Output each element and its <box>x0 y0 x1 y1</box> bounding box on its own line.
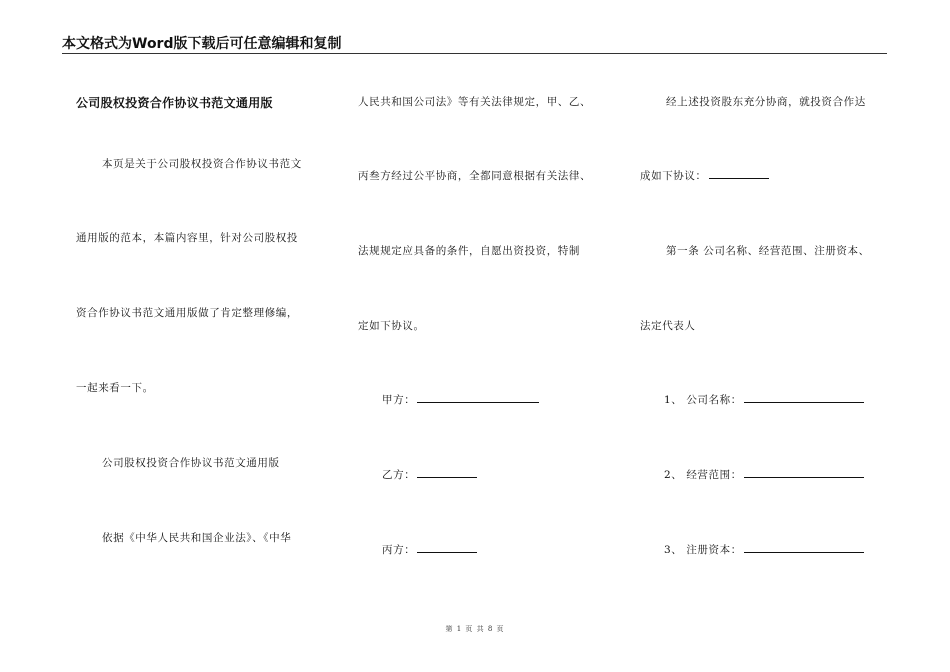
business-scope-field <box>664 467 864 482</box>
paragraph-line: 资合作协议书范文通用版做了肯定整理修编， <box>76 307 298 319</box>
party-c-field <box>382 542 477 557</box>
page-number: 第 1 页 共 8 页 <box>445 625 505 633</box>
paragraph-line: 人民共和国公司法》等有关法律规定，甲、乙、 <box>358 96 592 108</box>
party-b-label: 乙方： <box>382 469 416 481</box>
section-heading: 公司股权投资合作协议书范文通用版 <box>102 457 280 469</box>
document-title: 公司股权投资合作协议书范文通用版 <box>76 96 273 110</box>
party-a-blank[interactable] <box>417 401 539 403</box>
party-a-label: 甲方： <box>382 394 416 406</box>
paragraph-line: 定如下协议。 <box>358 320 425 332</box>
paragraph-line: 一起来看一下。 <box>76 382 154 394</box>
business-scope-blank[interactable] <box>744 476 864 478</box>
agreement-blank[interactable] <box>709 177 769 179</box>
paragraph-line: 本页是关于公司股权投资合作协议书范文 <box>102 158 302 170</box>
company-name-label: 1、 公司名称： <box>664 394 742 406</box>
registered-capital-label: 3、 注册资本： <box>664 544 742 556</box>
business-scope-label: 2、 经营范围： <box>664 469 742 481</box>
party-b-field <box>382 467 477 482</box>
party-c-label: 丙方： <box>382 544 416 556</box>
paragraph-line <box>640 168 769 183</box>
paragraph-line: 丙叁方经过公平协商，全都同意根据有关法律、 <box>358 170 592 182</box>
registered-capital-blank[interactable] <box>744 551 864 553</box>
agreement-intro: 成如下协议： <box>640 170 707 182</box>
registered-capital-field <box>664 542 864 557</box>
paragraph-line: 法规规定应具备的条件，自愿出资投资，特制 <box>358 245 580 257</box>
header-divider <box>62 53 887 54</box>
company-name-field <box>664 392 864 407</box>
company-name-blank[interactable] <box>744 401 864 403</box>
paragraph-line: 法定代表人 <box>640 320 696 332</box>
party-a-field <box>382 392 539 407</box>
paragraph-line: 经上述投资股东充分协商，就投资合作达 <box>666 96 866 108</box>
article-heading: 第一条 公司名称、经营范围、注册资本、 <box>666 245 870 257</box>
party-c-blank[interactable] <box>417 551 477 553</box>
paragraph-line: 依据《中华人民共和国企业法》、《中华 <box>102 532 292 544</box>
document-header: 本文格式为Word版下载后可任意编辑和复制 <box>62 36 342 52</box>
party-b-blank[interactable] <box>417 476 477 478</box>
paragraph-line: 通用版的范本，本篇内容里，针对公司股权投 <box>76 232 298 244</box>
